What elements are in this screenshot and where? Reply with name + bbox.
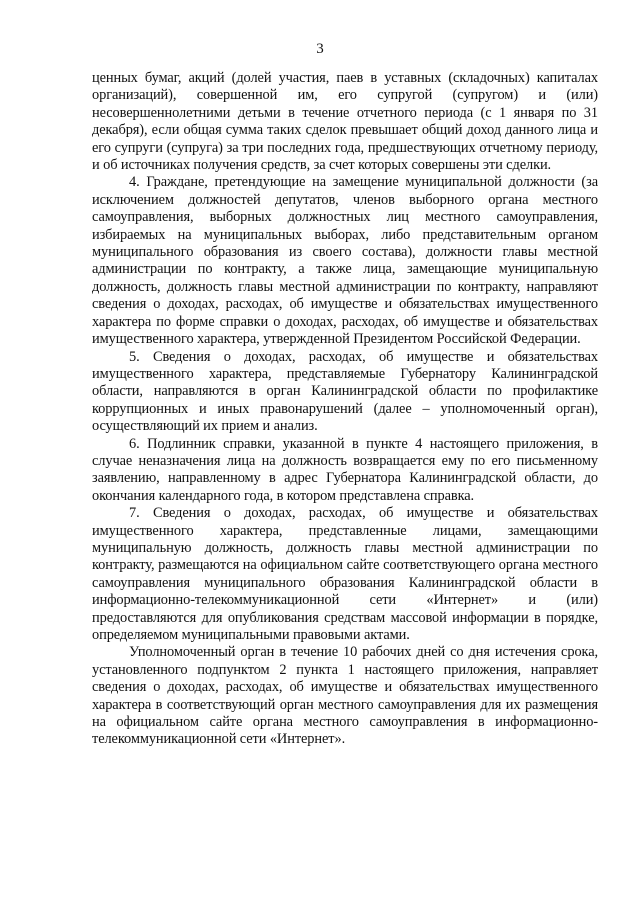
paragraph-item-4: 4. Граждане, претендующие на замещение муниципальной должности (за исключением должностей депутатов, членов выборного органа местного самоуправления, выборных должностных лиц местного самоуправления, избираемых на муниципальных выборах, либо представительным органом муниципального образования из своего состава), должности главы местной администрации по контракту, а также лица, замещающие муниципальную должность, должность главы местной администрации по контракту, направляют сведения о доходах, расходах, об имуществе и обязательствах имущественного характера по форме справки о доходах, расходах, об имуществе и обязательствах имущественного характера, утвержденной Президентом Российской Федерации.: [92, 174, 598, 348]
paragraph-item-5: 5. Сведения о доходах, расходах, об имуществе и обязательствах имущественного характера, представляемые Губернатору Калининградской области, направляются в орган Калининградской области по профилактике коррупционных и иных правонарушений (далее – уполномоченный орган), осуществляющий их прием и анализ.: [92, 348, 598, 435]
paragraph-item-6: 6. Подлинник справки, указанной в пункте 4 настоящего приложения, в случае неназначения лица на должность возвращается ему по его письменному заявлению, направленному в адрес Губернатора Калининградской области, до окончания календарного года, в котором представлена справка.: [92, 435, 598, 504]
document-body: [92, 70, 598, 749]
paragraph-continuation: ценных бумаг, акций (долей участия, паев в уставных (складочных) капиталах организаций), совершенной им, его супругой (супругом) и (или) несовершеннолетними детьми в течение отчетного периода (с 1 января по 31 декабря), если общая сумма таких сделок превышает общий доход данного лица и его супруги (супруга) за три последних года, предшествующих отчетному периоду, и об источниках получения средств, за счет которых совершены эти сделки.: [92, 70, 598, 174]
paragraph-item-7: 7. Сведения о доходах, расходах, об имуществе и обязательствах имущественного характера, представленные лицами, замещающими муниципальную должность, должность главы местной администрации по контракту, размещаются на официальном сайте соответствующего органа местного самоуправления муниципального образования Калининградской области в информационно-телекоммуникационной сети «Интернет» и (или) предоставляются для опубликования средствам массовой информации в порядке, определяемом муниципальными правовыми актами.: [92, 505, 598, 643]
paragraph-authorized-body: Уполномоченный орган в течение 10 рабочих дней со дня истечения срока, установленного подпунктом 2 пункта 1 настоящего приложения, направляет сведения о доходах, расходах, об имуществе и обязательствах имущественного характера в соответствующий орган местного самоуправления для их размещения на официальном сайте органа местного самоуправления в информационно-телекоммуникационной сети «Интернет».: [92, 644, 598, 748]
page-number: 3: [316, 41, 324, 57]
